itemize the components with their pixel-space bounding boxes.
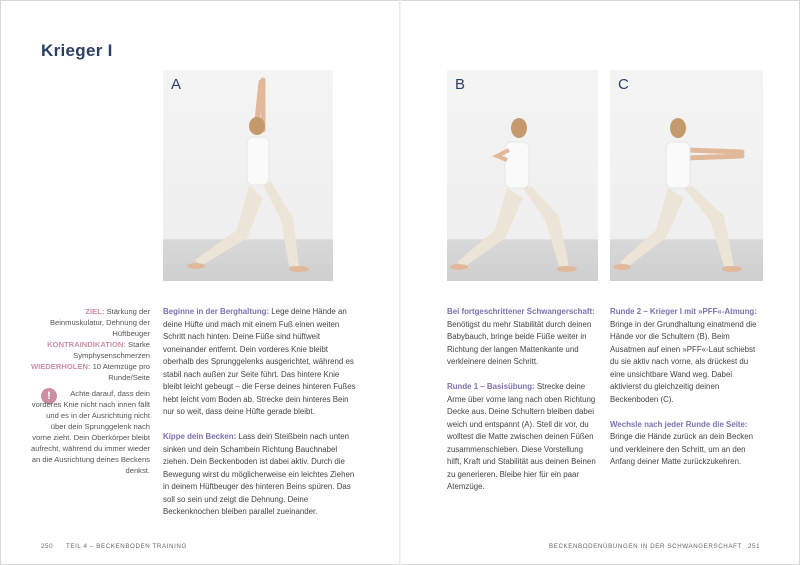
footer-right-page-number: 251 <box>748 543 761 550</box>
repeat-label: WIEDERHOLEN: <box>30 362 91 371</box>
repeat-text: 10 Atemzüge pro Runde/Seite <box>92 362 150 382</box>
exercise-info-sidebar <box>30 306 150 383</box>
warrior-figure-hands-chest <box>447 70 598 281</box>
paragraph <box>610 306 763 406</box>
paragraph <box>163 306 358 419</box>
photo-label-c: C <box>618 76 629 93</box>
page-title: Krieger I <box>41 41 113 60</box>
warning-text <box>30 388 150 476</box>
warning-body: Achte darauf, dass dein vorderes Knie nicht nach innen fällt und es in der Ausrichtung nicht über dein Sprunggelenk nach vorne zieht. Dein Oberkörper bleibt aufrecht, während du immer wieder an die Ausrichtung deines Beckens denkst. <box>30 389 150 475</box>
paragraph-text: Benötigst du mehr Stabilität durch deinen Babybauch, bringe beide Füße weiter in Richtung der langen Mattenkante und verkleinere deinen Schritt. <box>447 319 592 366</box>
paragraph <box>163 431 358 519</box>
warrior-figure-arms-up <box>163 70 333 281</box>
paragraph-heading: Kippe dein Becken: <box>163 432 237 441</box>
book-gutter <box>399 0 401 565</box>
warning-icon: ! <box>41 388 57 404</box>
photo-label-a: A <box>171 76 182 93</box>
contraindication-text: Starke Symphysenschmerzen <box>73 340 150 360</box>
photo-a <box>163 70 333 281</box>
paragraph-text: Bringe die Hände zurück an dein Becken und verkleinere den Schritt, um an den Anfang deiner Matte zurückzukehren. <box>610 432 753 466</box>
text-column-2 <box>447 306 598 506</box>
contraindication-label: KONTRAINDIKATION: <box>47 340 126 349</box>
paragraph-text: Bringe in der Grundhaltung einatmend die Hände vor die Schultern (B). Beim Ausatmen auf einen »PFF«-Laut schiebst du sie aktiv nach vorne, als drückest du eine unsichtbare Wand weg. Dabei aktivierst du gleichzeitig deinen Beckenboden (C). <box>610 319 757 404</box>
paragraph-heading: Runde 1 – Basisübung: <box>447 382 535 391</box>
paragraph <box>610 419 763 469</box>
footer-right-title: BECKENBODENÜBUNGEN IN DER SCHWANGERSCHAFT <box>549 543 742 550</box>
goal-label: ZIEL: <box>85 307 105 316</box>
photo-label-b: B <box>455 76 466 93</box>
paragraph-heading: Runde 2 – Krieger I mit »PFF«-Atmung: <box>610 307 757 316</box>
paragraph-text: Lege deine Hände an deine Hüfte und mach mit einem Fuß einen weiten Schritt nach hinten. Deine Füße sind hüftweit voneinander entfernt. Dein vorderes Knie bleibt oberhalb des Sprunggelenks ausgerichtet, während es stabil nach außen zur Seite führt. Das hintere Knie bleibt leicht gebeugt – die Ferse deines hinteren Fußes hebt leicht vom Boden ab. Strecke dein hinteres Bein nur so weit, dass deine Hüfte gerade bleibt. <box>163 307 356 416</box>
paragraph-heading: Wechsle nach jeder Runde die Seite: <box>610 419 748 429</box>
paragraph-text: Lass dein Steißbein nach unten sinken und dein Schambein Richtung Bauchnabel ziehen. Dein Beckenboden ist dabei aktiv. Durch die Bewegung wirst du möglicherweise ein leichtes Ziehen in deinem Hüftbeuger des hinteren Beins spüren. Das soll so sein und zeigt die Dehnung. Deine Beckenknochen bleiben parallel zueinander. <box>163 432 355 516</box>
paragraph-heading: Beginne in der Berghaltung: <box>163 307 270 316</box>
paragraph-text: Strecke deine Arme über vorne lang nach oben Richtung Decke aus. Deine Schultern bleiben dabei weich und entspannt (A). Stell dir vor, du wolltest die Matte zwischen deinen Füßen zusammenschieben. Diese Vorstellung hilft, Kraft und Stabilität aus deinen Beinen zu generieren. Bleibe hier für ein paar Atemzüge. <box>447 382 596 491</box>
photo-b <box>447 70 598 281</box>
footer-left-title: TEIL 4 – BECKENBODEN TRAINING <box>66 543 187 550</box>
text-column-1 <box>163 306 358 531</box>
footer-left-page-number: 250 <box>41 543 54 550</box>
photo-c <box>610 70 763 281</box>
goal-text: Stärkung der Beinmuskulatur, Dehnung der Hüftbeuger <box>49 307 150 338</box>
warrior-figure-arms-forward <box>610 70 763 281</box>
paragraph <box>447 306 598 369</box>
text-column-3 <box>610 306 763 481</box>
paragraph <box>447 381 598 494</box>
paragraph-heading: Bei fortgeschrittener Schwangerschaft: <box>447 307 595 316</box>
